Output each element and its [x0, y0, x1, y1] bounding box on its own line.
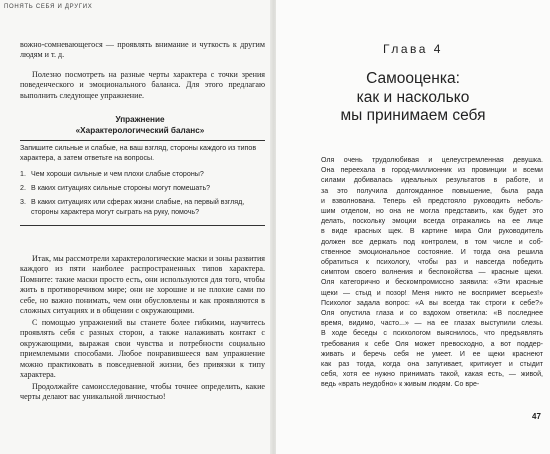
chapter-label: Глава 4	[383, 42, 443, 56]
exercise-title-line2: «Характерологический баланс»	[75, 126, 205, 135]
body-line: ственное эмоциональное состояние. И тогда она решила	[321, 248, 543, 256]
body-line: как раз тогда, когда она запугивает, критикует и стыдит	[321, 361, 543, 369]
body-line: Она переехала в город-миллионник из провинции и всеми	[321, 167, 543, 175]
body-line: делать, поскольку эмоции всегда отражались на ее лице	[321, 218, 543, 226]
page-number: 47	[532, 412, 541, 421]
exercise-intro: Запишите сильные и слабые, на ваш взгляд, стороны каждого из типов характера, а затем ответьте на вопросы.	[20, 144, 257, 162]
body-line: В ходе беседы с психологом выяснилось, что предъявлять	[321, 330, 543, 338]
question-text: В каких ситуациях или сферах жизни слабые, на первый взгляд, стороны характера могут сыграть на руку, помочь?	[31, 198, 245, 216]
body-line: себя, хотя ее нужно принимать такой, какая есть, — живой,	[321, 371, 543, 379]
body-line: должен все держать под контролем, в том числе и соб-	[321, 238, 543, 246]
body-line: симптом своего волнения и беспокойства — красные щеки.	[321, 269, 543, 277]
body-line: обратиться к психологу, чтобы раз и навсегда победить	[321, 259, 543, 267]
body-line: Психолог задала вопрос: «А вы всегда так строги к себе?»	[321, 299, 543, 307]
exercise-question-2	[20, 184, 265, 194]
running-head: ПОНЯТЬ СЕБЯ И ДРУГИХ	[4, 4, 93, 10]
body-line: за это получила долгожданное повышение, была рада	[321, 187, 543, 195]
paragraph-5: Продолжайте самоисследование, чтобы точнее определить, какие черты делают вас уникальной личностью!	[20, 382, 265, 402]
question-number: 2.	[20, 184, 26, 192]
body-line: и взволнована. Теперь ей предстояло руководить неболь-	[321, 197, 543, 205]
exercise-title-line1: Упражнение	[115, 115, 165, 124]
body-line: шим отделом, но она не могла представить, как будет это	[321, 208, 543, 216]
body-line: требования к себе Оля может превосходно, а вот поддер-	[321, 340, 543, 348]
chapter-title-line: как и насколько	[356, 88, 470, 106]
chapter-title-line: Самооценка:	[366, 70, 460, 87]
paragraph-1: вожно-сомневающегося — проявлять внимание и чуткость к другим людям и т. д.	[20, 40, 265, 60]
question-number: 3.	[20, 198, 26, 206]
question-text: Чем хороши сильные и чем плохи слабые стороны?	[31, 170, 204, 178]
body-line: Оля опустила глаза и со вздохом ответила: «В последнее	[321, 310, 543, 318]
paragraph-3: Итак, мы рассмотрели характерологические маски и зоны развития каждого из пяти наиболее распространенных типов характера. Помните: такие маски просто есть, они используются для того, чтобы жить в противоречивом мире; они не хорошие и не плохие сами по себе, но важно понимать, чем они обусловлены и как проявляются в сложных ситуациях и в общении с окружающими.	[20, 254, 265, 316]
body-line: живать и беречь себя не умеет. И ее щеки краснеют	[321, 350, 543, 358]
exercise-question-3	[20, 198, 265, 218]
body-line: ведь «врать неудобно» к живым людям. Со вре-	[321, 381, 480, 389]
chapter-body-text	[321, 156, 543, 391]
exercise-title	[40, 114, 240, 136]
chapter-title-line: мы принимаем себя	[340, 107, 486, 124]
exercise-top-rule	[20, 140, 265, 141]
question-number: 1.	[20, 170, 26, 178]
body-line: щеки — стыд и позор! Меня никто не воспримет всерьез!»	[321, 289, 543, 297]
exercise-bottom-rule	[20, 225, 265, 226]
paragraph-2: Полезно посмотреть на разные черты характера с точки зрения поведенческого и эмоционального баланса. Для этого предлагаю выполнить следующее упражнение.	[20, 70, 265, 100]
exercise-question-1	[20, 170, 265, 180]
body-line: время, видимо, часто...» — на ее глазах выступили слезы.	[321, 320, 543, 328]
body-line: силами добивалась идеальных результатов в работе, и	[321, 177, 543, 185]
body-line: Оля очень трудолюбивая и целеустремленная девушка.	[321, 157, 543, 164]
body-line: Оля категорично и бескомпромиссно заявила: «Эти красные	[321, 279, 543, 287]
paragraph-4: С помощью упражнений вы станете более гибкими, научитесь проявлять себя с разных сторон, а также налаживать контакт с окружающими, выражая свои чувства и потребности социально приемлемыми способами. Любое понравившееся вам упражнение можно практиковать в повседневной жизни, без привязки к типу характера.	[20, 318, 265, 380]
body-line: в виде красных щек. В картине мира Оли руководитель	[321, 228, 543, 236]
question-text: В каких ситуациях сильные стороны могут помешать?	[31, 184, 211, 192]
chapter-title	[276, 70, 550, 126]
